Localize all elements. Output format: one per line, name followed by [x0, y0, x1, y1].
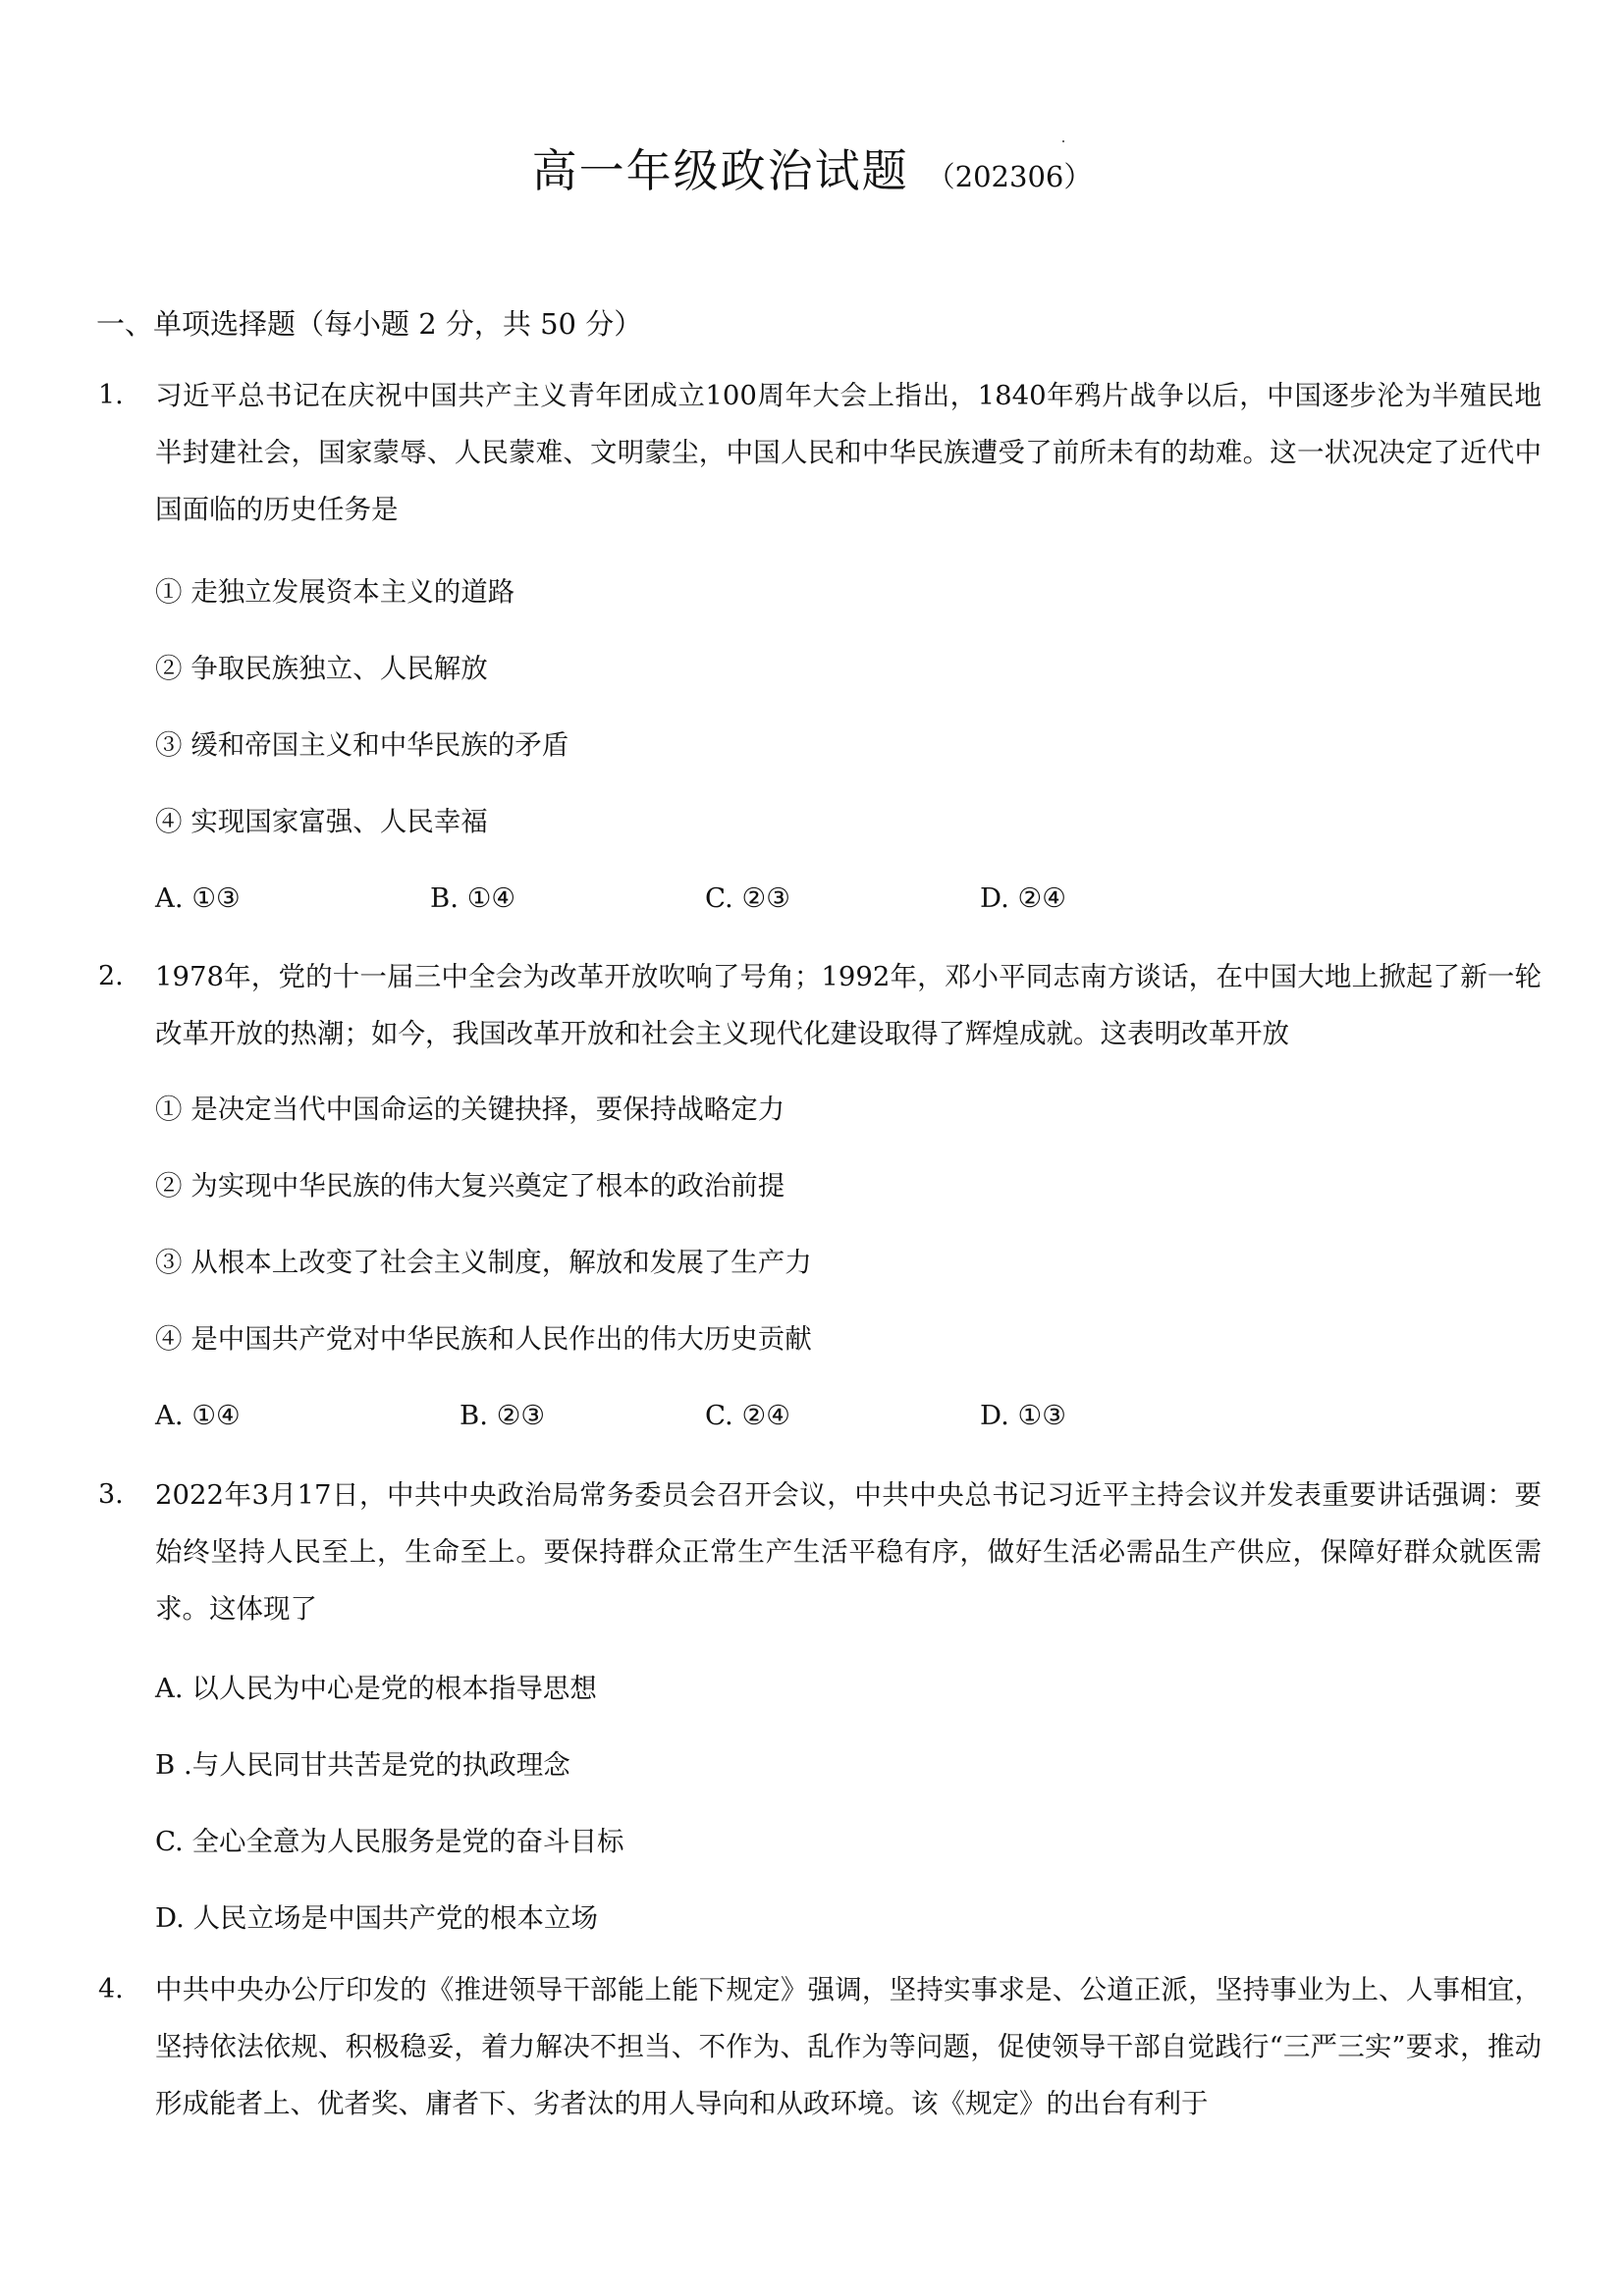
question-stem: 2022年3月17日，中共中央政治局常务委员会召开会议，中共中央总书记习近平主持会议并发表重要讲话强调：要始终坚持人民至上，生命至上。要保持群众正常生产生活平稳有序，做好生活必需品生产供应，保障好群众就医需求。这体现了 [155, 1479, 1542, 1625]
scan-speck [1062, 140, 1064, 142]
section-title: 一、单项选择题（每小题 2 分，共 50 分） [96, 307, 643, 341]
question-stem: 中共中央办公厅印发的《推进领导干部能上能下规定》强调，坚持实事求是、公道正派，坚持事业为上、人事相宜，坚持依法依规、积极稳妥，着力解决不担当、不作为、乱作为等问题，促使领导干部自觉践行“三严三实”要求，推动形成能者上、优者奖、庸者下、劣者汰的用人导向和从政环境。该《规定》的出台有利于 [155, 1974, 1542, 2119]
question-number: 3. [98, 1479, 124, 1510]
answer-choice-c: C. ②③ [705, 882, 790, 914]
statement-option: ③ 从根本上改变了社会主义制度，解放和发展了生产力 [155, 1247, 812, 1278]
question-number: 2. [98, 961, 124, 991]
statement-option: ④ 实现国家富强、人民幸福 [155, 806, 488, 837]
statement-option: ② 争取民族独立、人民解放 [155, 653, 488, 684]
statement-option: ① 是决定当代中国命运的关键抉择，要保持战略定力 [155, 1094, 785, 1125]
statement-option: ② 为实现中华民族的伟大复兴奠定了根本的政治前提 [155, 1170, 785, 1201]
answer-choice-a: A. 以人民为中心是党的根本指导思想 [155, 1673, 597, 1704]
answer-choice-c: C. 全心全意为人民服务是党的奋斗目标 [155, 1826, 624, 1857]
answer-choice-b: B .与人民同甘共苦是党的执政理念 [155, 1749, 570, 1781]
answer-choice-d: D. ①③ [980, 1400, 1066, 1431]
statement-option: ④ 是中国共产党对中华民族和人民作出的伟大历史贡献 [155, 1323, 812, 1355]
answer-choice-d: D. ②④ [980, 882, 1066, 914]
question-stem: 习近平总书记在庆祝中国共产主义青年团成立100周年大会上指出，1840年鸦片战争以后，中国逐步沦为半殖民地半封建社会，国家蒙辱、人民蒙难、文明蒙尘，中国人民和中华民族遭受了前所未有的劫难。这一状况决定了近代中国面临的历史任务是 [155, 380, 1542, 525]
statement-option: ③ 缓和帝国主义和中华民族的矛盾 [155, 729, 569, 761]
answer-choice-b: B. ①④ [430, 882, 515, 914]
exam-code: （202306） [926, 160, 1093, 193]
statement-option: ① 走独立发展资本主义的道路 [155, 576, 515, 608]
answer-choice-d: D. 人民立场是中国共产党的根本立场 [155, 1902, 599, 1934]
page-title [0, 135, 1624, 200]
answer-choice-b: B. ②③ [460, 1400, 545, 1431]
answer-choice-a: A. ①④ [155, 1400, 241, 1431]
exam-title: 高一年级政治试题 [531, 144, 909, 197]
answer-choice-c: C. ②④ [705, 1400, 790, 1431]
question-number: 4. [98, 1974, 124, 2004]
answer-choice-a: A. ①③ [155, 882, 241, 914]
question-number: 1. [98, 380, 124, 410]
question-stem: 1978年，党的十一届三中全会为改革开放吹响了号角；1992年，邓小平同志南方谈话，在中国大地上掀起了新一轮改革开放的热潮；如今，我国改革开放和社会主义现代化建设取得了辉煌成就。这表明改革开放 [155, 961, 1542, 1049]
